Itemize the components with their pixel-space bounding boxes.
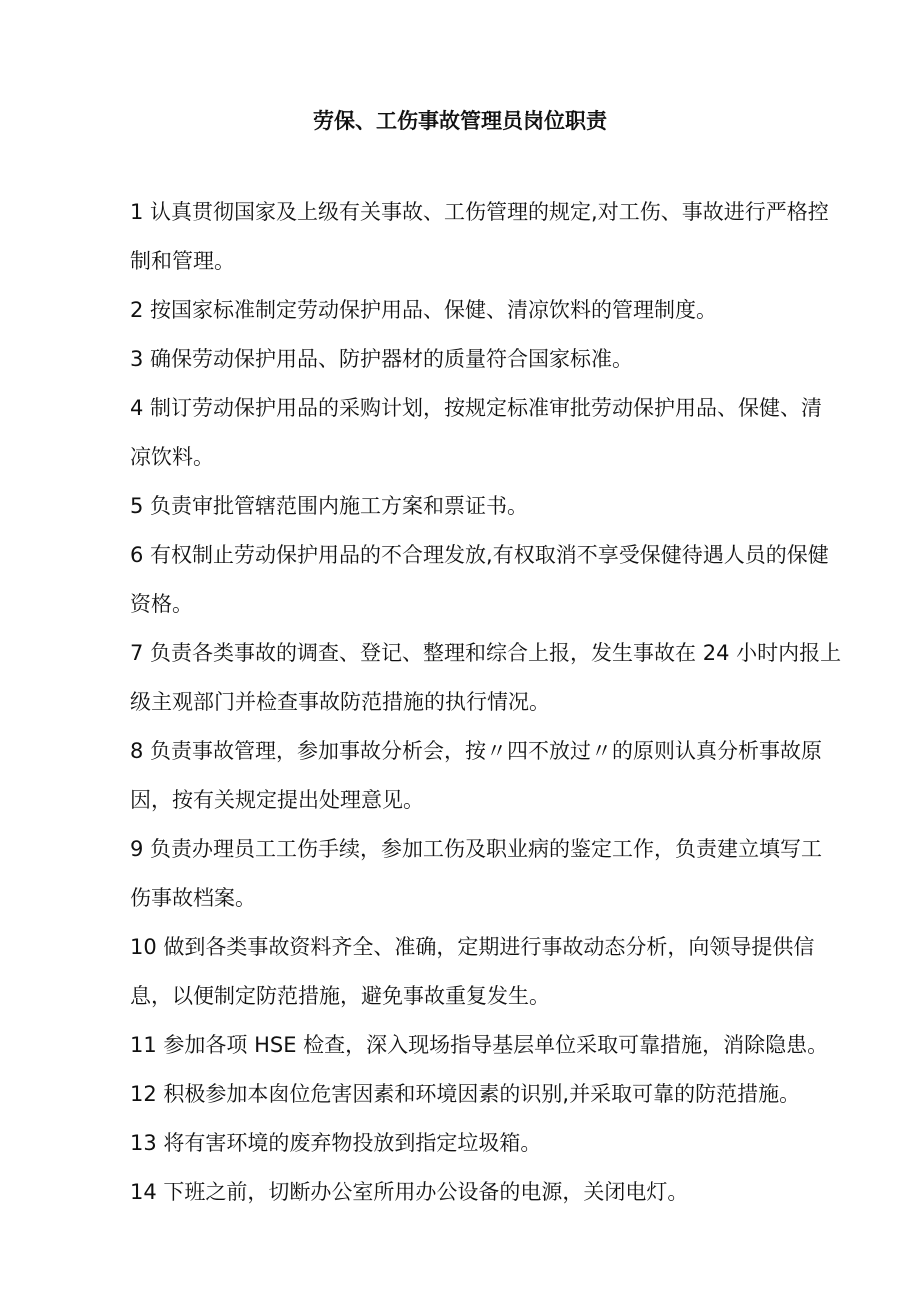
duty-item-12: 12 积极参加本囱位危害因素和环境因素的识别,并采取可靠的防范措施。: [130, 1082, 801, 1106]
page-title: 劳保、工伤事故管理员岗位职责: [313, 109, 607, 133]
duty-list: [130, 188, 842, 1217]
duty-item-2: 2 按国家标准制定劳动保护用品、保健、清凉饮料的管理制度。: [130, 298, 718, 322]
duty-item-6: 6 有权制止劳动保护用品的不合理发放,有权取消不享受保健待遇人员的保健资格。: [130, 543, 829, 616]
duty-item-3: 3 确保劳动保护用品、防护器材的质量符合国家标准。: [130, 347, 634, 371]
duty-item-9: 9 负责办理员工工伤手续，参加工伤及职业病的鉴定工作，负责建立填写工伤事故档案。: [130, 837, 823, 910]
duty-item-10: 10 做到各类事故资料齐全、准确，定期进行事故动态分析，向领导提供信息，以便制定防范措施，避免事故重复发生。: [130, 935, 815, 1008]
duty-item-8: 8 负责事故管理，参加事故分析会，按〃四不放过〃的原则认真分析事故原因，按有关规定提出处理意见。: [130, 739, 823, 812]
duty-item-13: 13 将有害环境的废弃物投放到指定垃圾箱。: [130, 1131, 542, 1155]
duty-item-4: 4 制订劳动保护用品的采购计划，按规定标准审批劳动保护用品、保健、清凉饮料。: [130, 396, 823, 469]
duty-item-11: 11 参加各项 HSE 检查，深入现场指导基层单位采取可靠措施，消除隐患。: [130, 1033, 829, 1057]
duty-item-5: 5 负责审批管辖范围内施工方案和票证书。: [130, 494, 529, 518]
duty-item-7: 7 负责各类事故的调查、登记、整理和综合上报，发生事故在 24 小时内报上级主观部门并检查事故防范措施的执行情况。: [130, 641, 842, 714]
duty-item-1: 1 认真贯彻国家及上级有关事故、工伤管理的规定,对工伤、事故进行严格控制和管理。: [130, 200, 829, 273]
duty-item-14: 14 下班之前，切断办公室所用办公设备的电源，关闭电灯。: [130, 1180, 689, 1204]
